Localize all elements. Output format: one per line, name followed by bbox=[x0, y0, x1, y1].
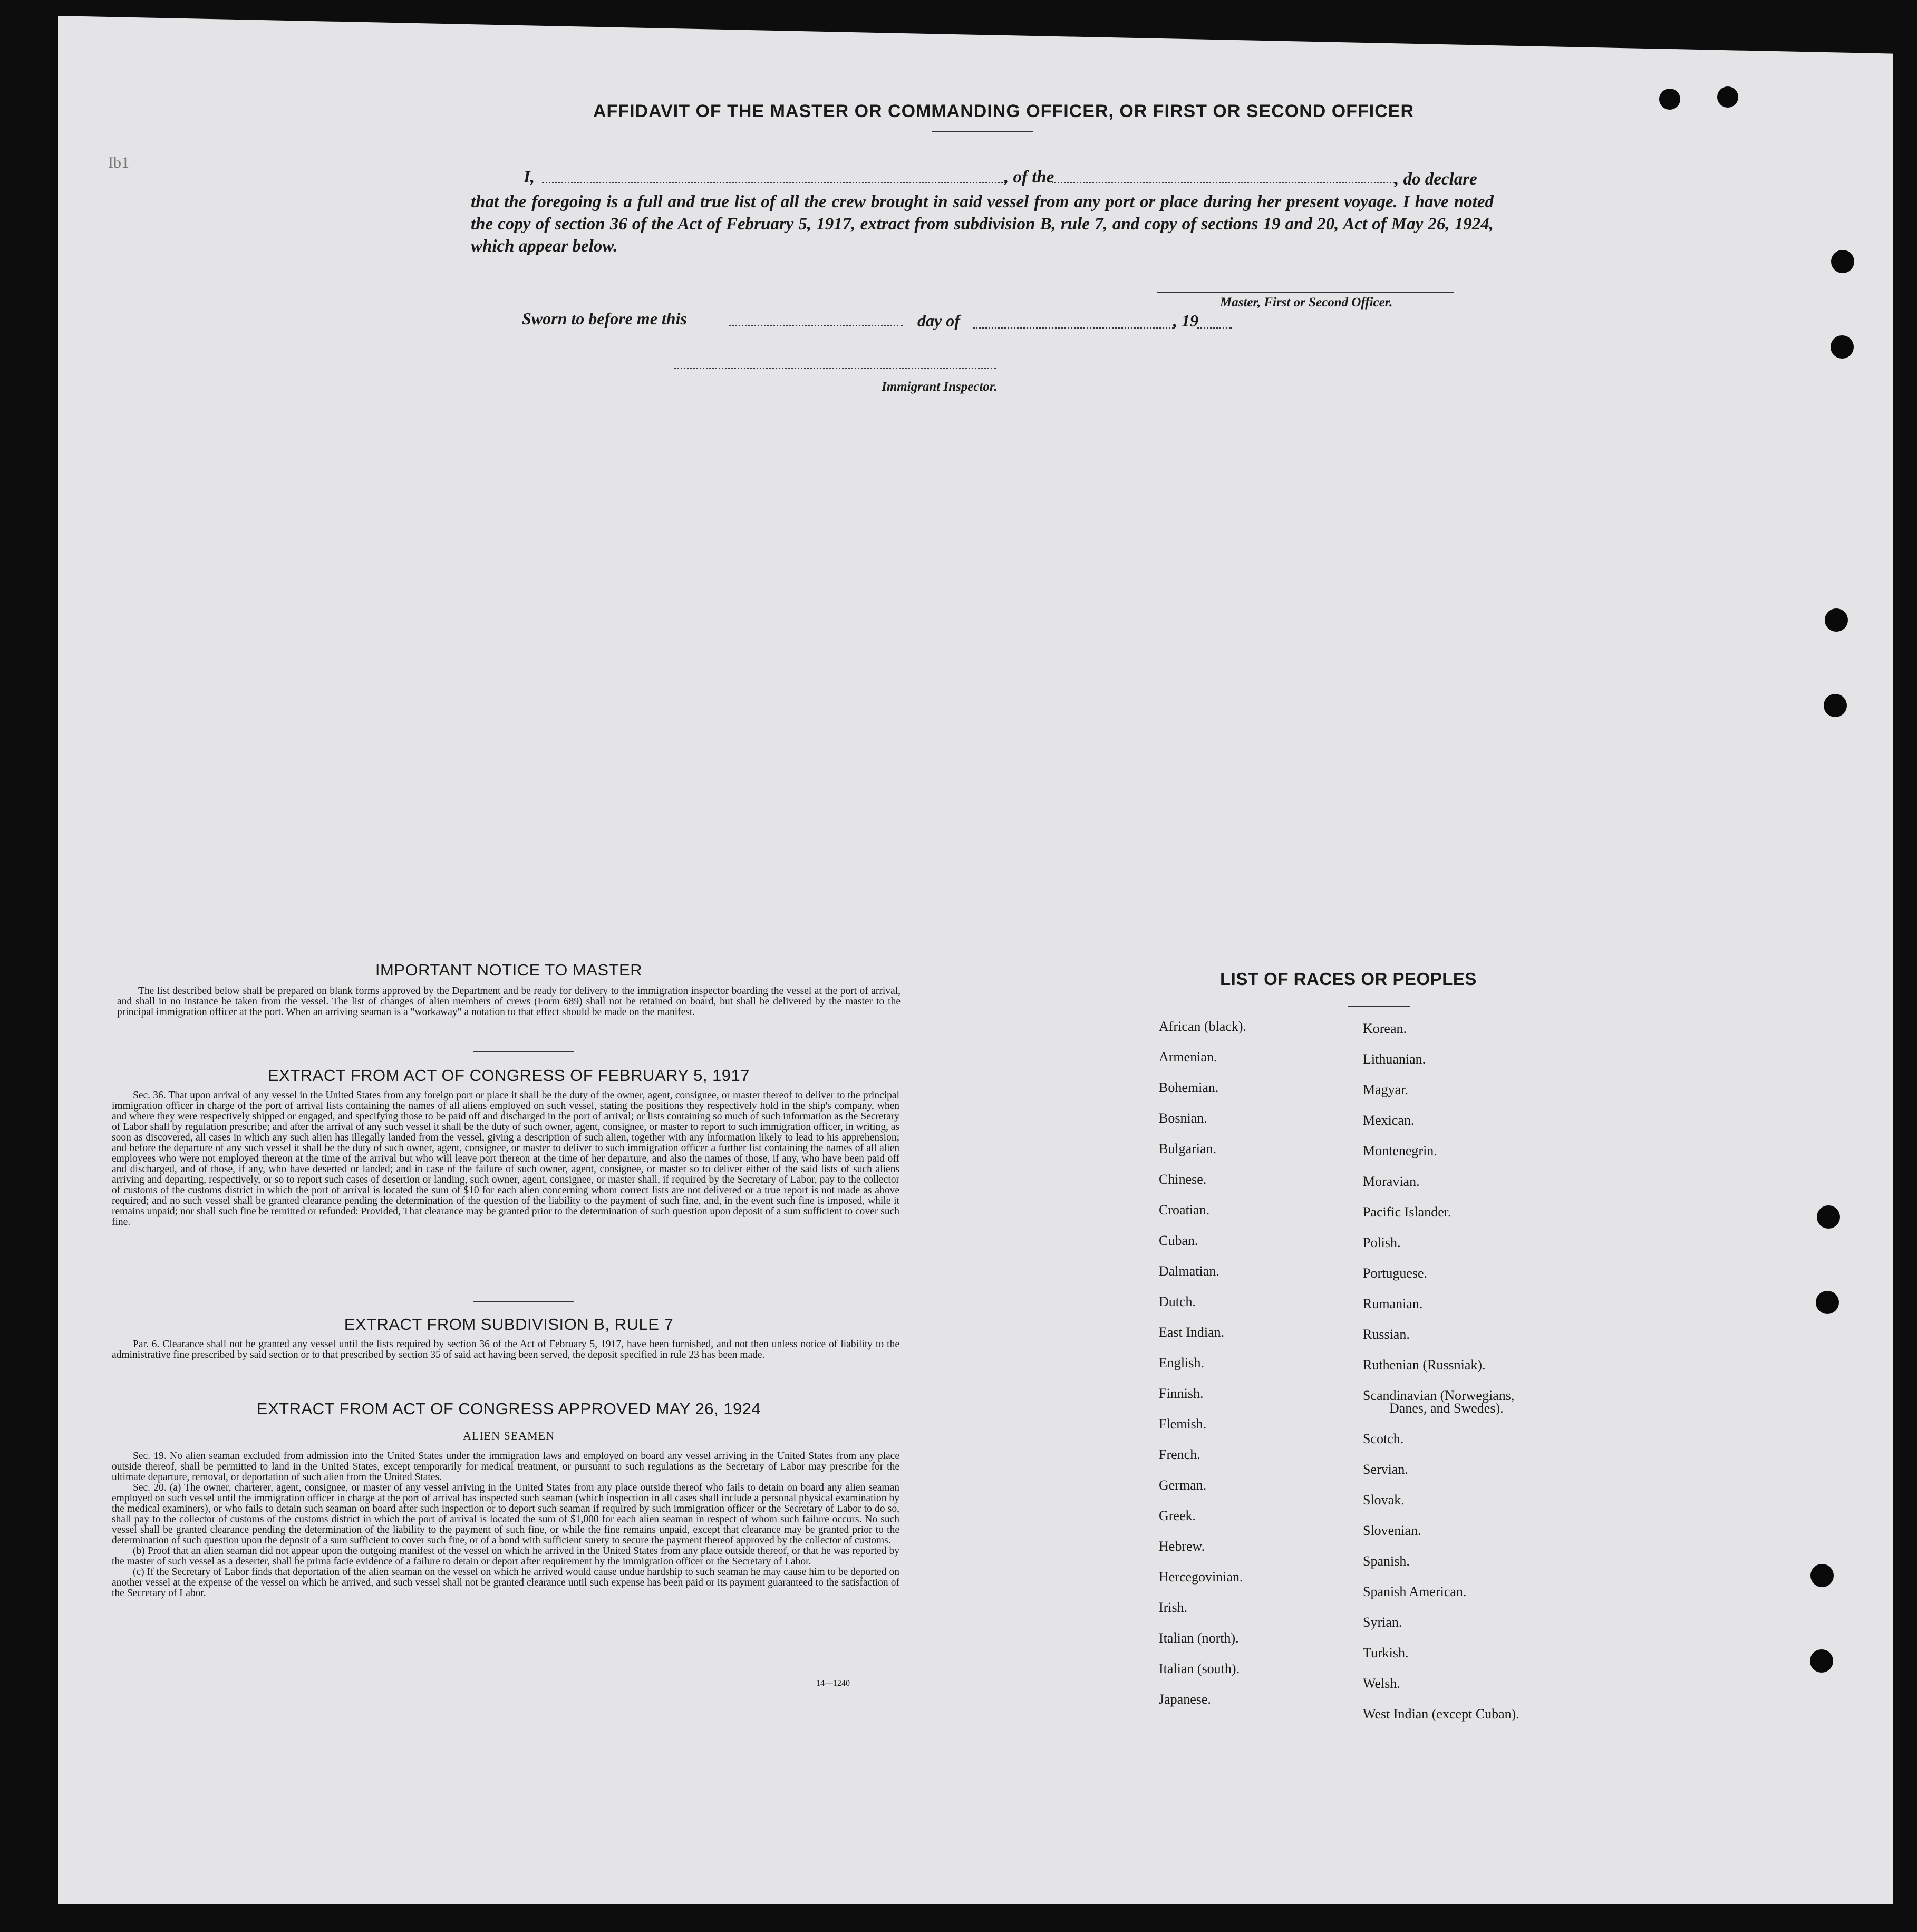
race-item: Russian. bbox=[1363, 1327, 1410, 1342]
race-item: Korean. bbox=[1363, 1021, 1407, 1036]
punch-hole bbox=[1831, 335, 1854, 359]
race-item: Servian. bbox=[1363, 1462, 1408, 1477]
race-item: Ruthenian (Russniak). bbox=[1363, 1357, 1486, 1373]
race-item: Syrian. bbox=[1363, 1615, 1402, 1630]
affidavit-i-label: I, bbox=[524, 168, 535, 187]
race-item: German. bbox=[1159, 1477, 1207, 1493]
race-item: Bohemian. bbox=[1159, 1080, 1219, 1095]
margin-mark: Ib1 bbox=[108, 154, 129, 171]
race-item: Hercegovinian. bbox=[1159, 1569, 1243, 1585]
punch-hole bbox=[1816, 1291, 1839, 1314]
notice-text: The list described below shall be prepared on blank forms approved by the Department and be ready for delivery to the immigration inspector boarding the vessel at the port of arrival, and shall in no instance be taken from the vessel. The list of changes of alien members of crews (Form 689) shall not be retained on board, but shall be delivered by the master to the principal immigration officer at the port. When an arriving seaman is a "workaway" a notation to that effect should be made on the manifest. bbox=[117, 986, 901, 1018]
notice-title: IMPORTANT NOTICE TO MASTER bbox=[375, 961, 643, 979]
punch-hole bbox=[1817, 1205, 1840, 1229]
sec20b-text: (b) Proof that an alien seaman did not appear upon the outgoing manifest of the vessel on which he arrived in the United States from any place outside thereof, or that he was reported by the master of such vessel as a deserter, shall be prima facie evidence of a failure to detain or deport after requirement by the immigration officer or the Secretary of Labor. bbox=[112, 1545, 899, 1567]
race-item: East Indian. bbox=[1159, 1325, 1225, 1340]
race-item: Polish. bbox=[1363, 1235, 1401, 1250]
punch-hole bbox=[1717, 86, 1738, 108]
race-item: Spanish American. bbox=[1363, 1584, 1467, 1599]
punch-hole bbox=[1810, 1564, 1834, 1587]
races-title: LIST OF RACES OR PEOPLES bbox=[1220, 969, 1477, 989]
form-number: 14—1240 bbox=[816, 1679, 850, 1688]
punch-hole bbox=[1825, 608, 1848, 632]
race-item: Greek. bbox=[1159, 1508, 1196, 1523]
race-item: African (black). bbox=[1159, 1019, 1247, 1034]
race-item: Moravian. bbox=[1363, 1174, 1420, 1189]
race-item: Cuban. bbox=[1159, 1233, 1198, 1248]
extract-rule7-text: Par. 6. Clearance shall not be granted any vessel until the lists required by section 36 of the Act of February 5, 1917, have been furnished, and not then unless notice of liability to the administrative fine prescribed by said section or to that prescribed by section 35 of said act having been served, the deposit specified in rule 23 has been made. bbox=[112, 1339, 899, 1360]
race-item: Turkish. bbox=[1363, 1645, 1409, 1660]
race-item: Italian (north). bbox=[1159, 1630, 1239, 1646]
divider bbox=[473, 1301, 574, 1302]
race-item: Danes, and Swedes). bbox=[1389, 1400, 1504, 1416]
race-item: Rumanian. bbox=[1363, 1296, 1423, 1311]
vessel-field[interactable] bbox=[1052, 182, 1395, 183]
affidavit-paragraph: that the foregoing is a full and true list of all the crew brought in said vessel from any port or place during her present voyage. I have noted the copy of section 36 of the Act of February 5, 1917, extract from subdivision B, rule 7, and copy of sections 19 and 20, Act of May 26, 1924, which appear below. bbox=[471, 192, 1494, 256]
race-item: Armenian. bbox=[1159, 1049, 1217, 1065]
inspector-signature-line[interactable] bbox=[674, 368, 996, 369]
sec20a-text: Sec. 20. (a) The owner, charterer, agent, consignee, or master of any vessel arriving in the United States from any place outside thereof who fails to detain on board any alien seaman employed on such vessel until the immigration officer in charge at the port of arrival has inspected such seaman (which inspection in all cases shall include a personal physical examination by the medical examiners), or who fails to detain such seaman on board after such inspection or to deport such seaman if required by such immigration officer or the Secretary of Labor to do so, shall pay to the collector of customs of the customs district in which the port of arrival is located the sum of $1,000 for each alien seaman in respect of whom such failure occurs. No such vessel shall be granted clearance pending the determination of the liability to the payment of such fine, or while the fine remains unpaid, except that clearance may be granted prior to the determination of such question upon the deposit of a sum sufficient to cover such fine, or of a bond with sufficient surety to secure the payment thereof approved by the collector of customs. bbox=[112, 1482, 899, 1546]
affidavit-of-the-label: , of the bbox=[1004, 168, 1054, 187]
races-left-column bbox=[1159, 1011, 1246, 1715]
race-item: Japanese. bbox=[1159, 1692, 1211, 1707]
year-prefix-label: , 19 bbox=[1173, 311, 1198, 330]
alien-seamen-subtitle: ALIEN SEAMEN bbox=[463, 1429, 555, 1442]
race-item: West Indian (except Cuban). bbox=[1363, 1706, 1519, 1722]
race-item: Scotch. bbox=[1363, 1431, 1404, 1446]
extract-1924-title: EXTRACT FROM ACT OF CONGRESS APPROVED MAY 26, 1924 bbox=[256, 1399, 761, 1418]
race-item: Dutch. bbox=[1159, 1294, 1196, 1309]
race-item: Pacific Islander. bbox=[1363, 1204, 1451, 1220]
extract-1924-container bbox=[112, 1451, 899, 1599]
extract-1917-title: EXTRACT FROM ACT OF CONGRESS OF FEBRUARY 5, 1917 bbox=[267, 1066, 750, 1085]
master-signature-label: Master, First or Second Officer. bbox=[1220, 295, 1393, 310]
name-field[interactable] bbox=[542, 182, 1006, 183]
punch-hole bbox=[1831, 250, 1854, 273]
race-item: Hebrew. bbox=[1159, 1539, 1205, 1554]
master-signature-line[interactable] bbox=[1157, 292, 1454, 293]
day-of-label: day of bbox=[917, 311, 960, 330]
race-item: Scandinavian (Norwegians, bbox=[1363, 1388, 1515, 1403]
race-item: Slovenian. bbox=[1363, 1523, 1421, 1538]
race-item: Finnish. bbox=[1159, 1386, 1204, 1401]
extract-1917-text: Sec. 36. That upon arrival of any vessel in the United States from any foreign port or place it shall be the duty of the owner, agent, consignee, or master thereof to deliver to the principal immigration officer in charge of the port of arrival lists containing the names of all aliens employed on such vessel, stating the positions they respectively hold in the ship's company, when and where they were respectively shipped or engaged, and specifying those to be paid off and discharged in the port of arrival; or lists containing so much of such information as the Secretary of Labor shall by regulation prescribe; and after the arrival of any such vessel it shall be the duty of such owner, agent, consignee, or master to report to such immigration officer, in writing, as soon as discovered, all cases in which any such alien has illegally landed from the vessel, giving a description of such alien, together with any information likely to lead to his apprehension; and before the departure of any such vessel it shall be the duty of such owner, agent, consignee, or master to deliver to such immigration officer a further list containing the names of all alien employees who were not employed thereon at the time of the arrival but who will leave port thereon at the time of her departure, and also the names of those, if any, who have been paid off and discharged, and of those, if any, who have deserted or landed; and in case of the failure of such owner, agent, consignee, or master so to deliver either of the said lists of such aliens arriving and departing, respectively, or so to report such cases of desertion or landing, such owner, agent, consignee, or master shall, if required by the Secretary of Labor, pay to the collector of customs of the customs district in which the port of arrival is located the sum of $10 for each alien concerning whom correct lists are not delivered or a true report is not made as above required; and no such vessel shall be granted clearance pending the determination of the question of the liability to the payment of such fine, and, in the event such fine is imposed, while it remains unpaid; nor shall such fine be remitted or refunded: Provided, That clearance may be granted prior to the determination of such question upon deposit of a sum sufficient to cover such fine. bbox=[112, 1090, 899, 1228]
title-underline bbox=[932, 131, 1033, 132]
document-page bbox=[58, 16, 1893, 1904]
race-item: Spanish. bbox=[1363, 1553, 1410, 1569]
race-item: Bulgarian. bbox=[1159, 1141, 1217, 1156]
punch-hole bbox=[1824, 694, 1847, 717]
sec20c-text: (c) If the Secretary of Labor finds that deportation of the alien seaman on the vessel on which he arrived would cause undue hardship to such seaman he may cause him to be deported on another vessel at the expense of the vessel on which he arrived, and such vessel shall not be granted clearance until such expense has been paid or its payment guaranteed to the satisfaction of the Secretary of Labor. bbox=[112, 1567, 899, 1599]
extract-rule7-title: EXTRACT FROM SUBDIVISION B, RULE 7 bbox=[344, 1315, 674, 1334]
sworn-label: Sworn to before me this bbox=[522, 309, 687, 328]
races-right-column bbox=[1363, 1013, 1519, 1730]
races-divider bbox=[1348, 1006, 1410, 1007]
punch-hole bbox=[1659, 89, 1680, 110]
race-item: Irish. bbox=[1159, 1600, 1188, 1615]
race-item: Montenegrin. bbox=[1363, 1143, 1437, 1158]
divider bbox=[473, 1051, 574, 1052]
race-item: Lithuanian. bbox=[1363, 1051, 1426, 1067]
race-item: Chinese. bbox=[1159, 1172, 1207, 1187]
punch-hole bbox=[1810, 1649, 1833, 1673]
race-item: Croatian. bbox=[1159, 1202, 1210, 1218]
race-item: Mexican. bbox=[1363, 1113, 1415, 1128]
race-item: Magyar. bbox=[1363, 1082, 1408, 1097]
inspector-label: Immigrant Inspector. bbox=[882, 380, 998, 394]
race-item: Bosnian. bbox=[1159, 1110, 1207, 1126]
sec19-text: Sec. 19. No alien seaman excluded from admission into the United States under the immigration laws and employed on board any vessel arriving in the United States from any place outside thereof, shall be permitted to land in the United States, except temporarily for medical treatment, or pursuant to such regulations as the Secretary of Labor may prescribe for the ultimate departure, removal, or deportation of such alien from the United States. bbox=[112, 1451, 899, 1483]
race-item: English. bbox=[1159, 1355, 1204, 1370]
race-item: Portuguese. bbox=[1363, 1266, 1428, 1281]
affidavit-title: AFFIDAVIT OF THE MASTER OR COMMANDING OFFICER, OR FIRST OR SECOND OFFICER bbox=[593, 101, 1414, 121]
race-item: Italian (south). bbox=[1159, 1661, 1240, 1676]
sworn-date-field[interactable] bbox=[729, 325, 903, 326]
year-field[interactable] bbox=[1197, 327, 1232, 329]
affidavit-do-declare-label: , do declare bbox=[1395, 170, 1477, 189]
month-field[interactable] bbox=[973, 327, 1174, 329]
race-item: Slovak. bbox=[1363, 1492, 1405, 1508]
race-item: Dalmatian. bbox=[1159, 1263, 1219, 1279]
race-item: Flemish. bbox=[1159, 1416, 1207, 1432]
race-item: French. bbox=[1159, 1447, 1200, 1462]
race-item: Welsh. bbox=[1363, 1676, 1400, 1691]
